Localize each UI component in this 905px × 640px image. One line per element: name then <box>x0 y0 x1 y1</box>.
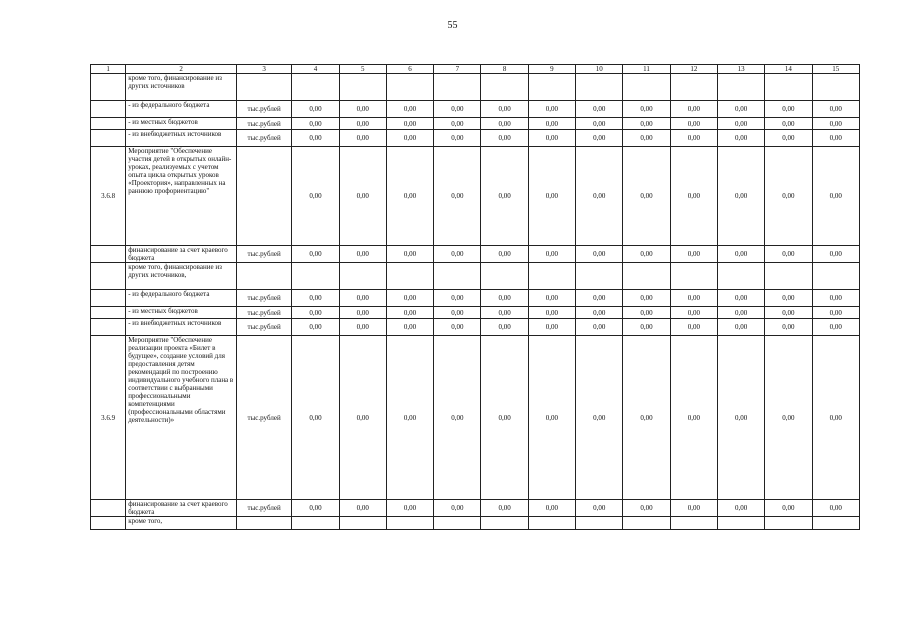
value-cell: 0,00 <box>528 130 575 147</box>
value-cell: 0,00 <box>434 336 481 500</box>
value-cell <box>339 74 386 101</box>
value-cell <box>623 263 670 290</box>
value-cell: 0,00 <box>670 118 717 130</box>
column-number-3: 3 <box>236 65 291 74</box>
value-cell: 0,00 <box>765 319 812 336</box>
table-row <box>91 319 860 336</box>
unit-cell: тыс.рублей <box>236 307 291 319</box>
value-cell: 0,00 <box>717 246 764 263</box>
value-cell: 0,00 <box>339 336 386 500</box>
description-cell: - из внебюджетных источников <box>126 130 237 147</box>
value-cell: 0,00 <box>717 101 764 118</box>
description-cell: кроме того, финансирование из других источников <box>126 74 237 101</box>
value-cell: 0,00 <box>292 307 339 319</box>
value-cell: 0,00 <box>292 336 339 500</box>
table-row <box>91 147 860 246</box>
value-cell: 0,00 <box>339 118 386 130</box>
value-cell <box>339 517 386 530</box>
value-cell: 0,00 <box>339 319 386 336</box>
value-cell: 0,00 <box>670 307 717 319</box>
value-cell <box>386 263 433 290</box>
value-cell <box>528 263 575 290</box>
column-number-5: 5 <box>339 65 386 74</box>
value-cell: 0,00 <box>292 130 339 147</box>
value-cell: 0,00 <box>481 246 528 263</box>
value-cell: 0,00 <box>717 147 764 246</box>
table-row <box>91 336 860 500</box>
unit-cell: тыс.рублей <box>236 130 291 147</box>
item-number-cell: 3.6.9 <box>91 336 126 500</box>
value-cell: 0,00 <box>765 101 812 118</box>
value-cell: 0,00 <box>812 130 859 147</box>
value-cell: 0,00 <box>386 147 433 246</box>
unit-cell: тыс.рублей <box>236 246 291 263</box>
value-cell <box>434 74 481 101</box>
value-cell: 0,00 <box>528 500 575 517</box>
value-cell <box>576 263 623 290</box>
value-cell <box>812 74 859 101</box>
value-cell <box>292 263 339 290</box>
description-cell: Мероприятие "Обеспечение участия детей в открытых онлайн-уроках, реализуемых с учетом опыта цикла открытых уроков «Проектория», направленных на раннюю профориентацию" <box>126 147 237 246</box>
unit-cell: тыс.рублей <box>236 500 291 517</box>
value-cell: 0,00 <box>623 130 670 147</box>
value-cell: 0,00 <box>292 101 339 118</box>
value-cell: 0,00 <box>765 290 812 307</box>
description-cell: кроме того, финансирование из других источников, <box>126 263 237 290</box>
item-number-cell <box>91 517 126 530</box>
column-number-12: 12 <box>670 65 717 74</box>
unit-cell: тыс.рублей <box>236 319 291 336</box>
value-cell: 0,00 <box>481 500 528 517</box>
table-row <box>91 130 860 147</box>
table-row <box>91 74 860 101</box>
value-cell <box>528 74 575 101</box>
value-cell <box>292 74 339 101</box>
value-cell: 0,00 <box>623 147 670 246</box>
unit-cell: тыс.рублей <box>236 290 291 307</box>
value-cell: 0,00 <box>339 147 386 246</box>
value-cell <box>765 74 812 101</box>
value-cell: 0,00 <box>434 246 481 263</box>
value-cell: 0,00 <box>717 130 764 147</box>
value-cell: 0,00 <box>576 246 623 263</box>
value-cell: 0,00 <box>386 246 433 263</box>
value-cell: 0,00 <box>339 500 386 517</box>
unit-cell: тыс.рублей <box>236 118 291 130</box>
value-cell: 0,00 <box>717 118 764 130</box>
item-number-cell <box>91 101 126 118</box>
value-cell: 0,00 <box>292 147 339 246</box>
value-cell: 0,00 <box>670 147 717 246</box>
value-cell: 0,00 <box>717 319 764 336</box>
value-cell: 0,00 <box>386 500 433 517</box>
value-cell: 0,00 <box>812 118 859 130</box>
value-cell: 0,00 <box>576 307 623 319</box>
value-cell: 0,00 <box>717 336 764 500</box>
value-cell: 0,00 <box>434 118 481 130</box>
value-cell: 0,00 <box>765 130 812 147</box>
value-cell: 0,00 <box>339 130 386 147</box>
item-number-cell <box>91 118 126 130</box>
value-cell: 0,00 <box>670 336 717 500</box>
value-cell: 0,00 <box>528 147 575 246</box>
value-cell: 0,00 <box>386 130 433 147</box>
value-cell: 0,00 <box>481 336 528 500</box>
table-row <box>91 290 860 307</box>
value-cell <box>623 517 670 530</box>
value-cell: 0,00 <box>623 118 670 130</box>
value-cell: 0,00 <box>717 307 764 319</box>
table-row <box>91 246 860 263</box>
unit-cell: тыс.рублей <box>236 336 291 500</box>
value-cell: 0,00 <box>339 290 386 307</box>
table-row <box>91 118 860 130</box>
item-number-cell <box>91 263 126 290</box>
column-number-7: 7 <box>434 65 481 74</box>
value-cell: 0,00 <box>670 246 717 263</box>
value-cell: 0,00 <box>812 147 859 246</box>
value-cell: 0,00 <box>812 500 859 517</box>
table-row <box>91 263 860 290</box>
item-number-cell <box>91 319 126 336</box>
value-cell: 0,00 <box>576 118 623 130</box>
value-cell: 0,00 <box>481 147 528 246</box>
value-cell: 0,00 <box>812 319 859 336</box>
unit-cell <box>236 517 291 530</box>
value-cell: 0,00 <box>292 290 339 307</box>
column-number-9: 9 <box>528 65 575 74</box>
value-cell <box>623 74 670 101</box>
column-number-10: 10 <box>576 65 623 74</box>
item-number-cell <box>91 74 126 101</box>
value-cell <box>481 517 528 530</box>
value-cell <box>812 263 859 290</box>
value-cell: 0,00 <box>765 118 812 130</box>
page-number: 55 <box>447 20 458 31</box>
value-cell: 0,00 <box>386 336 433 500</box>
value-cell: 0,00 <box>623 307 670 319</box>
value-cell: 0,00 <box>386 101 433 118</box>
item-number-cell <box>91 246 126 263</box>
value-cell: 0,00 <box>481 101 528 118</box>
table-row <box>91 307 860 319</box>
item-number-cell <box>91 307 126 319</box>
value-cell <box>812 517 859 530</box>
value-cell: 0,00 <box>576 290 623 307</box>
value-cell <box>576 517 623 530</box>
value-cell: 0,00 <box>623 101 670 118</box>
value-cell: 0,00 <box>623 336 670 500</box>
value-cell: 0,00 <box>528 319 575 336</box>
description-cell: Мероприятие "Обеспечение реализации проекта «Билет в будущее», создание условий для предоставления детям рекомендаций по построению индивидуального учебного плана в соответствии с выбранными профессиональными компетенциями (профессиональными областями деятельности)» <box>126 336 237 500</box>
value-cell <box>292 517 339 530</box>
description-cell: финансирование за счет краевого бюджета <box>126 500 237 517</box>
unit-cell <box>236 263 291 290</box>
description-cell: - из местных бюджетов <box>126 118 237 130</box>
value-cell: 0,00 <box>670 130 717 147</box>
description-cell: - из федерального бюджета <box>126 290 237 307</box>
description-cell: финансирование за счет краевого бюджета <box>126 246 237 263</box>
value-cell: 0,00 <box>528 336 575 500</box>
value-cell: 0,00 <box>812 246 859 263</box>
value-cell: 0,00 <box>292 246 339 263</box>
value-cell: 0,00 <box>670 500 717 517</box>
value-cell: 0,00 <box>434 500 481 517</box>
unit-cell: тыс.рублей <box>236 101 291 118</box>
value-cell <box>528 517 575 530</box>
description-cell: - из внебюджетных источников <box>126 319 237 336</box>
value-cell <box>717 263 764 290</box>
value-cell: 0,00 <box>386 307 433 319</box>
value-cell: 0,00 <box>765 336 812 500</box>
unit-cell <box>236 74 291 101</box>
value-cell <box>576 74 623 101</box>
value-cell: 0,00 <box>576 319 623 336</box>
column-number-13: 13 <box>717 65 764 74</box>
value-cell: 0,00 <box>623 246 670 263</box>
value-cell: 0,00 <box>576 101 623 118</box>
value-cell <box>481 74 528 101</box>
value-cell: 0,00 <box>812 336 859 500</box>
value-cell: 0,00 <box>481 118 528 130</box>
value-cell <box>717 517 764 530</box>
column-number-row <box>91 65 860 74</box>
table-row <box>91 517 860 530</box>
value-cell: 0,00 <box>576 500 623 517</box>
column-number-15: 15 <box>812 65 859 74</box>
value-cell <box>434 263 481 290</box>
value-cell <box>670 263 717 290</box>
value-cell: 0,00 <box>812 101 859 118</box>
value-cell: 0,00 <box>528 290 575 307</box>
value-cell: 0,00 <box>717 290 764 307</box>
value-cell <box>717 74 764 101</box>
value-cell: 0,00 <box>481 307 528 319</box>
value-cell: 0,00 <box>576 147 623 246</box>
value-cell <box>434 517 481 530</box>
value-cell: 0,00 <box>812 307 859 319</box>
value-cell <box>765 263 812 290</box>
value-cell <box>386 74 433 101</box>
value-cell <box>670 74 717 101</box>
column-number-4: 4 <box>292 65 339 74</box>
column-number-8: 8 <box>481 65 528 74</box>
value-cell: 0,00 <box>576 336 623 500</box>
value-cell: 0,00 <box>434 319 481 336</box>
value-cell: 0,00 <box>481 290 528 307</box>
value-cell <box>386 517 433 530</box>
value-cell: 0,00 <box>765 246 812 263</box>
column-number-1: 1 <box>91 65 126 74</box>
table-row <box>91 500 860 517</box>
value-cell: 0,00 <box>765 147 812 246</box>
value-cell: 0,00 <box>765 307 812 319</box>
item-number-cell: 3.6.8 <box>91 147 126 246</box>
column-number-6: 6 <box>386 65 433 74</box>
value-cell: 0,00 <box>292 319 339 336</box>
value-cell: 0,00 <box>481 130 528 147</box>
value-cell: 0,00 <box>434 130 481 147</box>
value-cell: 0,00 <box>434 307 481 319</box>
value-cell: 0,00 <box>386 290 433 307</box>
description-cell: - из федерального бюджета <box>126 101 237 118</box>
value-cell: 0,00 <box>292 500 339 517</box>
value-cell: 0,00 <box>717 500 764 517</box>
item-number-cell <box>91 290 126 307</box>
value-cell: 0,00 <box>623 500 670 517</box>
value-cell: 0,00 <box>670 101 717 118</box>
value-cell <box>481 263 528 290</box>
value-cell: 0,00 <box>386 118 433 130</box>
value-cell: 0,00 <box>623 290 670 307</box>
value-cell: 0,00 <box>339 307 386 319</box>
item-number-cell <box>91 130 126 147</box>
value-cell: 0,00 <box>434 290 481 307</box>
unit-cell <box>236 147 291 246</box>
value-cell: 0,00 <box>481 319 528 336</box>
column-number-11: 11 <box>623 65 670 74</box>
value-cell <box>670 517 717 530</box>
budget-table <box>90 64 860 530</box>
table-row <box>91 101 860 118</box>
column-number-14: 14 <box>765 65 812 74</box>
value-cell: 0,00 <box>528 307 575 319</box>
value-cell: 0,00 <box>670 290 717 307</box>
value-cell: 0,00 <box>670 319 717 336</box>
description-cell: кроме того, <box>126 517 237 530</box>
value-cell: 0,00 <box>765 500 812 517</box>
table-body <box>91 74 860 530</box>
value-cell: 0,00 <box>434 101 481 118</box>
value-cell: 0,00 <box>528 118 575 130</box>
value-cell <box>765 517 812 530</box>
value-cell: 0,00 <box>528 101 575 118</box>
value-cell: 0,00 <box>528 246 575 263</box>
item-number-cell <box>91 500 126 517</box>
value-cell: 0,00 <box>576 130 623 147</box>
value-cell: 0,00 <box>292 118 339 130</box>
value-cell: 0,00 <box>339 246 386 263</box>
value-cell <box>339 263 386 290</box>
value-cell: 0,00 <box>386 319 433 336</box>
value-cell: 0,00 <box>812 290 859 307</box>
description-cell: - из местных бюджетов <box>126 307 237 319</box>
column-number-2: 2 <box>126 65 237 74</box>
value-cell: 0,00 <box>434 147 481 246</box>
value-cell: 0,00 <box>623 319 670 336</box>
value-cell: 0,00 <box>339 101 386 118</box>
